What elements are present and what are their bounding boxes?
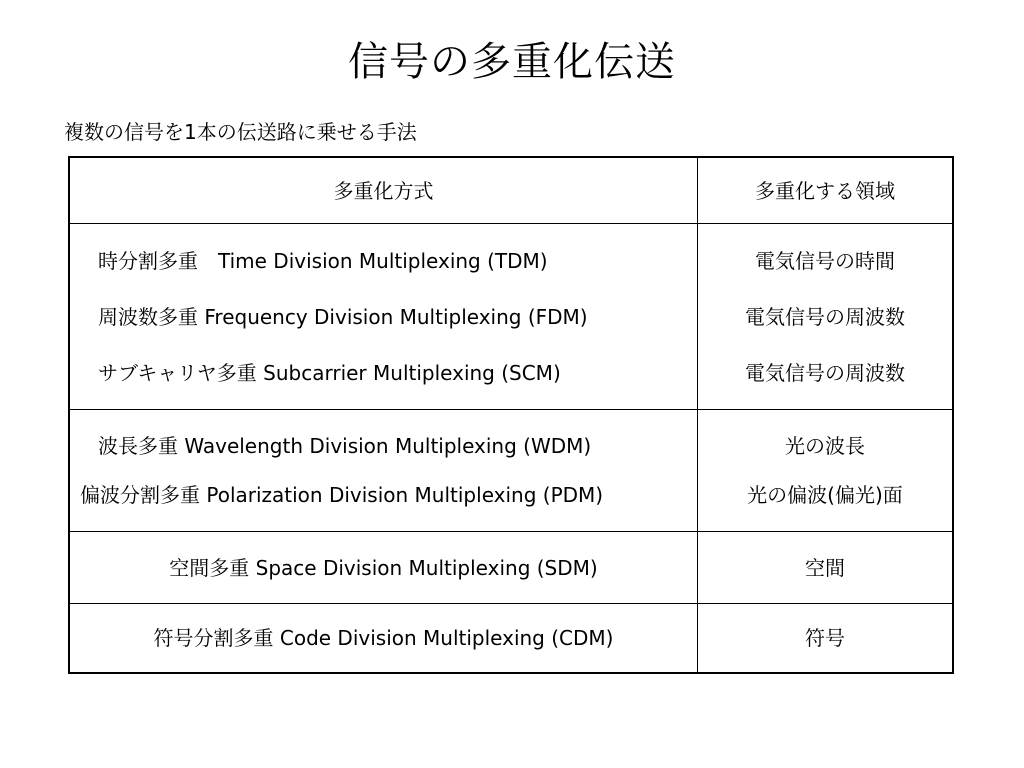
domain-sdm: 空間	[805, 555, 845, 580]
group-space-domain	[698, 532, 952, 604]
method-pdm: 偏波分割多重 Polarization Division Multiplexing (PDM)	[80, 483, 604, 507]
slide-title: 信号の多重化伝送	[348, 39, 676, 85]
domain-fdm: 電気信号の周波数	[745, 304, 905, 329]
method-fdm: 周波数多重 Frequency Division Multiplexing (FDM)	[98, 304, 588, 329]
method-wdm: 波長多重 Wavelength Division Multiplexing (WDM)	[98, 434, 592, 458]
domain-pdm: 光の偏波(偏光)面	[747, 483, 903, 507]
domain-cdm: 符号	[805, 626, 845, 650]
method-tdm: 時分割多重 Time Division Multiplexing (TDM)	[98, 248, 548, 273]
group-code-domain	[698, 604, 952, 672]
header-domain-label: 多重化する領域	[755, 178, 895, 203]
method-cdm: 符号分割多重 Code Division Multiplexing (CDM)	[153, 626, 614, 650]
slide-subtitle: 複数の信号を1本の伝送路に乗せる手法	[64, 120, 417, 144]
multiplexing-table	[68, 156, 954, 674]
group-optical-methods	[70, 410, 698, 532]
group-electrical-methods	[70, 224, 698, 410]
table-header-method	[70, 158, 698, 224]
domain-wdm: 光の波長	[785, 434, 865, 458]
table-header-domain	[698, 158, 952, 224]
domain-scm: 電気信号の周波数	[745, 360, 905, 385]
method-sdm: 空間多重 Space Division Multiplexing (SDM)	[169, 555, 598, 580]
group-optical-domains	[698, 410, 952, 532]
header-method-label: 多重化方式	[333, 178, 434, 203]
domain-tdm: 電気信号の時間	[755, 248, 895, 273]
group-space-method	[70, 532, 698, 604]
group-code-method	[70, 604, 698, 672]
group-electrical-domains	[698, 224, 952, 410]
method-scm: サブキャリヤ多重 Subcarrier Multiplexing (SCM)	[98, 360, 561, 385]
